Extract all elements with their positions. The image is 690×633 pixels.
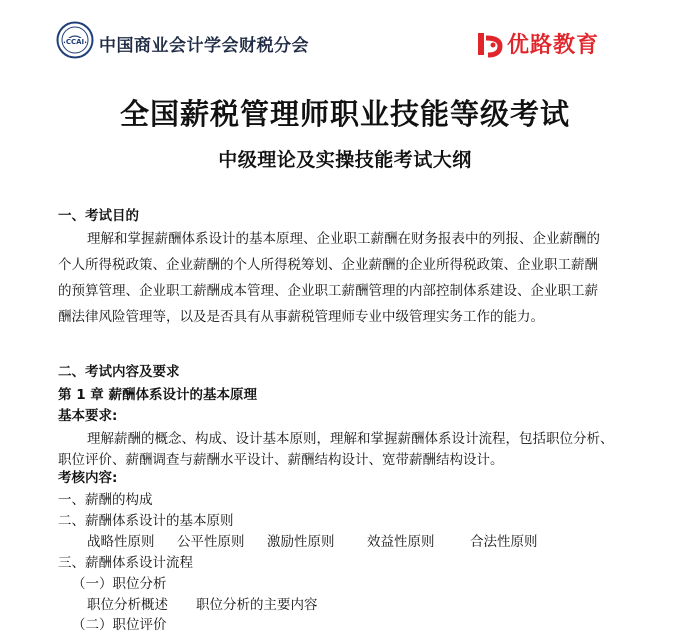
basic-requirements-line: 理解薪酬的概念、构成、设计基本原则，理解和掌握薪酬体系设计流程，包括职位分析、 xyxy=(87,431,614,447)
sub-item: 职位分析的主要内容 xyxy=(196,597,318,613)
section-1-heading: 一、考试目的 xyxy=(58,208,139,224)
document-title: 全国薪税管理师职业技能等级考试 xyxy=(119,97,570,131)
sub-item: 职位分析概述 xyxy=(87,597,168,613)
principle-item: 公平性原则 xyxy=(177,534,245,550)
principle-item: 合法性原则 xyxy=(470,534,538,550)
ccai-logo-icon xyxy=(56,21,94,59)
principle-item: 激励性原则 xyxy=(267,534,335,550)
brand-name: 优路教育 xyxy=(507,33,600,58)
principle-item: 效益性原则 xyxy=(367,534,435,550)
principle-item: 战略性原则 xyxy=(87,534,155,550)
youlu-logo-icon xyxy=(476,30,504,58)
section-2-heading: 二、考试内容及要求 xyxy=(58,364,180,380)
section-1-line: 理解和掌握薪酬体系设计的基本原理、企业职工薪酬在财务报表中的列报、企业薪酬的 xyxy=(87,231,600,247)
logo-text: CCAI xyxy=(65,38,85,46)
document-subtitle: 中级理论及实操技能考试大纲 xyxy=(218,149,472,171)
exam-item: 二、薪酬体系设计的基本原则 xyxy=(58,513,234,529)
org-name: 中国商业会计学会财税分会 xyxy=(99,36,309,56)
section-1-line: 个人所得税政策、企业薪酬的个人所得税筹划、企业薪酬的企业所得税政策、企业职工薪酬 xyxy=(58,257,598,273)
sub-item-heading: （二）职位评价 xyxy=(72,617,167,633)
chapter-heading: 第 1 章 薪酬体系设计的基本原理 xyxy=(58,387,257,403)
exam-item: 一、薪酬的构成 xyxy=(58,492,153,508)
basic-requirements-label: 基本要求: xyxy=(58,408,118,424)
section-1-line: 的预算管理、企业职工薪酬成本管理、企业职工薪酬管理的内部控制体系建设、企业职工薪 xyxy=(58,283,598,299)
sub-item-heading: （一）职位分析 xyxy=(72,576,167,592)
section-1-line: 酬法律风险管理等，以及是否具有从事薪税管理师专业中级管理实务工作的能力。 xyxy=(58,309,544,325)
exam-content-label: 考核内容: xyxy=(58,470,118,486)
exam-item: 三、薪酬体系设计流程 xyxy=(58,555,193,571)
basic-requirements-line: 职位评价、薪酬调查与薪酬水平设计、薪酬结构设计、宽带薪酬结构设计。 xyxy=(58,452,504,468)
